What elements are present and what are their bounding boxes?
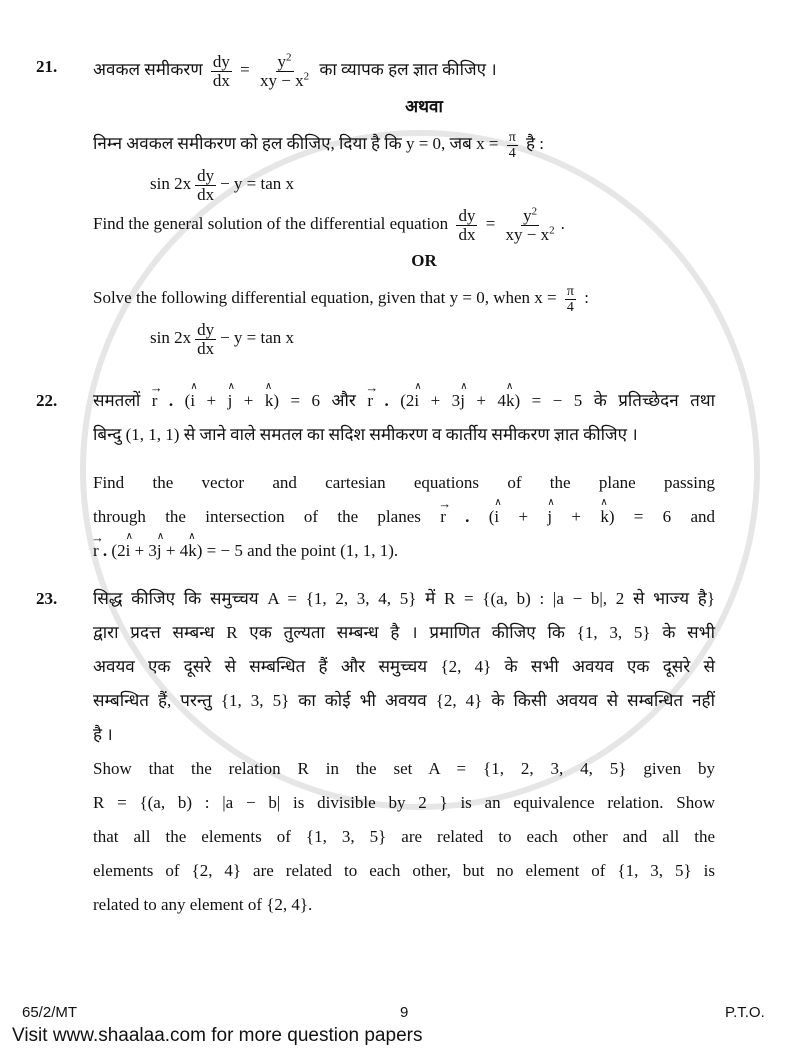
q23-hindi-line: है ।	[93, 725, 113, 744]
text: (2	[400, 391, 415, 410]
q21-english-alt	[93, 278, 715, 318]
spacer	[93, 358, 715, 384]
website-link[interactable]: Visit www.shaalaa.com for more question papers	[12, 1025, 423, 1046]
numerator: dy	[197, 165, 215, 185]
unit-k: ∧ k	[188, 542, 197, 559]
exp: 2	[549, 223, 555, 236]
vector-r: → r	[93, 542, 99, 559]
y: y	[277, 51, 287, 71]
q23-english-line: that all the elements of {1, 3, 5} are related to each other and all the	[93, 827, 715, 846]
q22-english-line3	[93, 534, 715, 568]
text: + 4	[161, 541, 189, 560]
q22-english-line1: Find the vector and cartesian equations of the plane passing	[93, 473, 715, 492]
question-number: 21.	[36, 57, 58, 76]
q23-english-line: R = {(a, b) : |a − b| is divisible by 2 } is an equivalence relation. Show	[93, 793, 715, 812]
page-footer	[0, 1000, 800, 1060]
text: ) = − 5	[196, 541, 243, 560]
unit-j: ∧ j	[228, 392, 233, 409]
q22-english-line2	[93, 500, 715, 534]
unit-j: ∧ j	[547, 508, 552, 525]
text: +	[499, 507, 548, 526]
q21-equation-en	[93, 318, 715, 358]
unit-i: ∧ i	[494, 508, 499, 525]
den-text: xy − x	[505, 224, 550, 244]
dot: .	[98, 541, 112, 560]
y: y	[523, 205, 532, 225]
unit-i: ∧ i	[126, 542, 131, 559]
text: समतलों	[93, 391, 141, 410]
text: (	[184, 391, 191, 410]
vector-r: → r	[367, 392, 373, 409]
unit-k: ∧ k	[265, 392, 274, 409]
question-22	[36, 384, 716, 568]
q21-equation	[93, 164, 715, 204]
numerator: dy	[197, 319, 215, 339]
denominator: dx	[458, 224, 476, 244]
text: sin 2x	[150, 174, 192, 193]
numerator: π	[508, 129, 516, 145]
q22-hindi-line2: बिन्दु (1, 1, 1) से जाने वाले समतल का सदिश समीकरण व कार्तीय समीकरण ज्ञात कीजिए ।	[93, 425, 638, 444]
equals: =	[485, 214, 496, 233]
q21-hindi-statement	[93, 50, 715, 90]
text: − y = tan x	[220, 174, 295, 193]
text: +	[552, 507, 601, 526]
numerator: dy	[458, 205, 476, 225]
denominator: dx	[197, 184, 215, 204]
text: निम्न अवकल समीकरण को हल कीजिए, दिया है कि y = 0, जब x =	[93, 134, 499, 153]
numerator: π	[566, 283, 574, 299]
q23-english-line: elements of {2, 4} are related to each other, but no element of {1, 3, 5} is	[93, 861, 715, 880]
page-number: 9	[400, 1004, 409, 1021]
question-number: 22.	[36, 391, 58, 410]
den-text: xy − x	[259, 70, 304, 90]
text: + 3	[419, 391, 461, 410]
denominator: dx	[212, 70, 230, 90]
text: ) = 6	[273, 391, 321, 410]
denominator: 4	[508, 145, 516, 161]
fraction-dy-dx	[456, 207, 477, 244]
question-number: 23.	[36, 589, 58, 608]
dot: .	[373, 391, 401, 410]
exp: 2	[303, 69, 310, 82]
text: + 3	[130, 541, 157, 560]
text: sin 2x	[150, 328, 192, 347]
text: है :	[526, 134, 545, 153]
or-english: OR	[411, 251, 437, 270]
numerator	[276, 50, 294, 72]
vector-r: → r	[440, 508, 446, 525]
text: अवकल समीकरण	[93, 60, 203, 79]
text: + 4	[464, 391, 506, 410]
paper-code: 65/2/MT	[22, 1004, 78, 1021]
spacer	[93, 452, 715, 466]
fraction-pi-4	[565, 284, 576, 315]
or-hindi: अथवा	[405, 97, 443, 116]
text: − y = tan x	[220, 328, 295, 347]
denominator	[258, 69, 311, 90]
q23-english-line: related to any element of {2, 4}.	[93, 895, 313, 914]
q23-hindi-line: सम्बन्धित हैं, परन्तु {1, 3, 5} का कोई भी अवयव {2, 4} के किसी अवयव से सम्बन्धित नहीं	[93, 691, 715, 710]
equals: =	[240, 60, 250, 79]
fraction-rhs	[258, 50, 311, 90]
denominator	[504, 223, 557, 244]
fraction-rhs	[504, 204, 557, 244]
text: Solve the following differential equation, given that y = 0, when x =	[93, 288, 557, 307]
unit-j: ∧ j	[157, 542, 162, 559]
unit-k: ∧ k	[506, 392, 515, 409]
please-turn-over: P.T.O.	[725, 1004, 765, 1021]
unit-i: ∧ i	[414, 392, 419, 409]
denominator: dx	[197, 338, 215, 358]
question-23	[36, 582, 715, 922]
q21-english-statement	[93, 204, 715, 244]
q23-english-line: Show that the relation R in the set A = {1, 2, 3, 4, 5} given by	[93, 759, 715, 778]
q21-hindi-alt	[93, 124, 715, 164]
q22-hindi-line1	[93, 384, 715, 418]
q23-hindi-line: सिद्ध कीजिए कि समुच्चय A = {1, 2, 3, 4, 5} में R = {(a, b) : |a − b|, 2 से भाज्य है}	[93, 589, 715, 608]
text: Find the general solution of the differential equation	[93, 214, 449, 233]
text: (	[488, 507, 495, 526]
plane-equation-1	[440, 507, 671, 526]
q23-hindi-line: अवयव एक दूसरे से सम्बन्धित हैं और समुच्चय {2, 4} के सभी अवयव एक दूसरे से	[93, 657, 715, 676]
text: through the intersection of the planes	[93, 507, 421, 526]
spacer	[93, 568, 715, 582]
text: (2	[111, 541, 126, 560]
text: and the point (1, 1, 1).	[247, 541, 399, 560]
exp: 2	[286, 50, 292, 63]
text: ) = 6	[608, 507, 672, 526]
text: का व्यापक हल ज्ञात कीजिए ।	[319, 60, 497, 79]
dot: .	[157, 391, 185, 410]
vector-r: → r	[152, 392, 158, 409]
dot: .	[445, 507, 489, 526]
text: and	[690, 507, 716, 526]
unit-i: ∧ i	[190, 392, 195, 409]
text: और	[331, 391, 356, 410]
numerator	[521, 204, 539, 226]
unit-k: ∧ k	[600, 508, 609, 525]
unit-j: ∧ j	[460, 392, 465, 409]
fraction-dy-dx	[195, 321, 216, 358]
text: +	[232, 391, 265, 410]
fraction-dy-dx	[195, 167, 216, 204]
fraction-pi-4	[507, 130, 518, 161]
text: ) = − 5	[514, 391, 583, 410]
question-21	[36, 50, 715, 358]
exp: 2	[531, 204, 538, 217]
fraction-dy-dx	[211, 53, 232, 90]
denominator: 4	[566, 299, 574, 315]
text: के प्रतिच्छेदन तथा	[593, 391, 716, 410]
q23-hindi-line: द्वारा प्रदत्त सम्बन्ध R एक तुल्यता सम्बन्ध है । प्रमाणित कीजिए कि {1, 3, 5} के सभी	[93, 623, 715, 642]
text: +	[195, 391, 228, 410]
text: .	[560, 214, 565, 233]
numerator: dy	[212, 51, 230, 71]
text: :	[584, 288, 589, 307]
